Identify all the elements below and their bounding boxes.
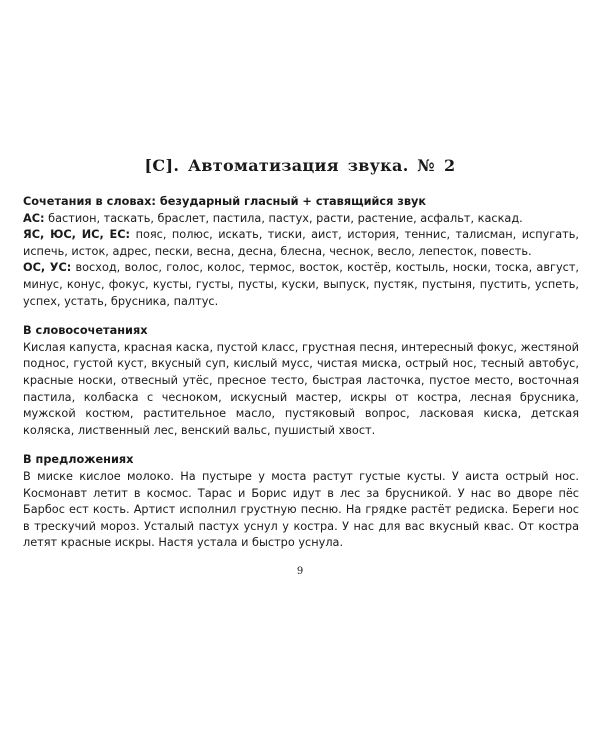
- words-section-heading: Сочетания в словах: безударный гласный + ставящийся звук: [23, 195, 427, 208]
- words-section: [23, 194, 579, 310]
- word-group-as: [23, 211, 579, 228]
- word-group-label: АС:: [23, 211, 45, 225]
- phrases-text: Кислая капуста, красная каска, пустой класс, грустная песня, интересный фокус, жестяной поднос, густой куст, вкусный суп, кислый мусс, чистая миска, острый нос, тесный автобус, красные носки, отвесный утёс, пресное тесто, быстрая ласточка, пустое место, восточная пастила, колбаска с чесноком, искусный мастер, искры от костра, лесная брусника, мужской костюм, растительное масло, пустяковый вопрос, ласковая киска, детская коляска, лиственный лес, венский вальс, пушистый хвост.: [23, 340, 579, 437]
- word-group-label: ОС, УС:: [23, 261, 72, 275]
- word-group-text: пояс, полюс, искать, тиски, аист, история, теннис, талисман, испугать, испечь, исток, адрес, пески, весна, десна, блесна, чеснок, весло, лепесток, повесть.: [23, 228, 579, 258]
- word-group-yas-yus-is-es: [23, 227, 579, 260]
- word-group-label: ЯС, ЮС, ИС, ЕС:: [23, 228, 131, 242]
- content-body: [23, 194, 579, 552]
- sentences-text: В миске кислое молоко. На пустыре у моста растут густые кусты. У аиста острый нос. Космонавт летит в космос. Тарас и Борис идут в лес за брусникой. У нас во дворе пёс Барбос ест кость. Артист исполнил грустную песню. На грядке растёт редиска. Береги нос в трескучий мороз. Усталый пастух уснул у костра. У нас для вас вкусный квас. От костра летят красные искры. Настя устала и быстро уснула.: [23, 469, 579, 550]
- word-group-text: бастион, таскать, браслет, пастила, пастух, расти, растение, асфальт, каскад.: [48, 211, 523, 225]
- phrases-section: [23, 323, 579, 439]
- sentences-section-heading: В предложениях: [23, 453, 134, 467]
- phrases-section-heading: В словосочетаниях: [23, 324, 148, 338]
- sentences-section: [23, 452, 579, 552]
- page-number: 9: [296, 566, 304, 577]
- word-group-text: восход, волос, голос, колос, термос, восток, костёр, костыль, носки, тоска, август, минус, конус, фокус, кусты, густы, пусты, куски, выпуск, пустяк, пустыня, пустить, успеть, успех, устать, брусника, палтус.: [23, 261, 580, 308]
- page-title: [С]. Автоматизация звука. № 2: [144, 156, 456, 175]
- word-group-os-us: [23, 260, 579, 310]
